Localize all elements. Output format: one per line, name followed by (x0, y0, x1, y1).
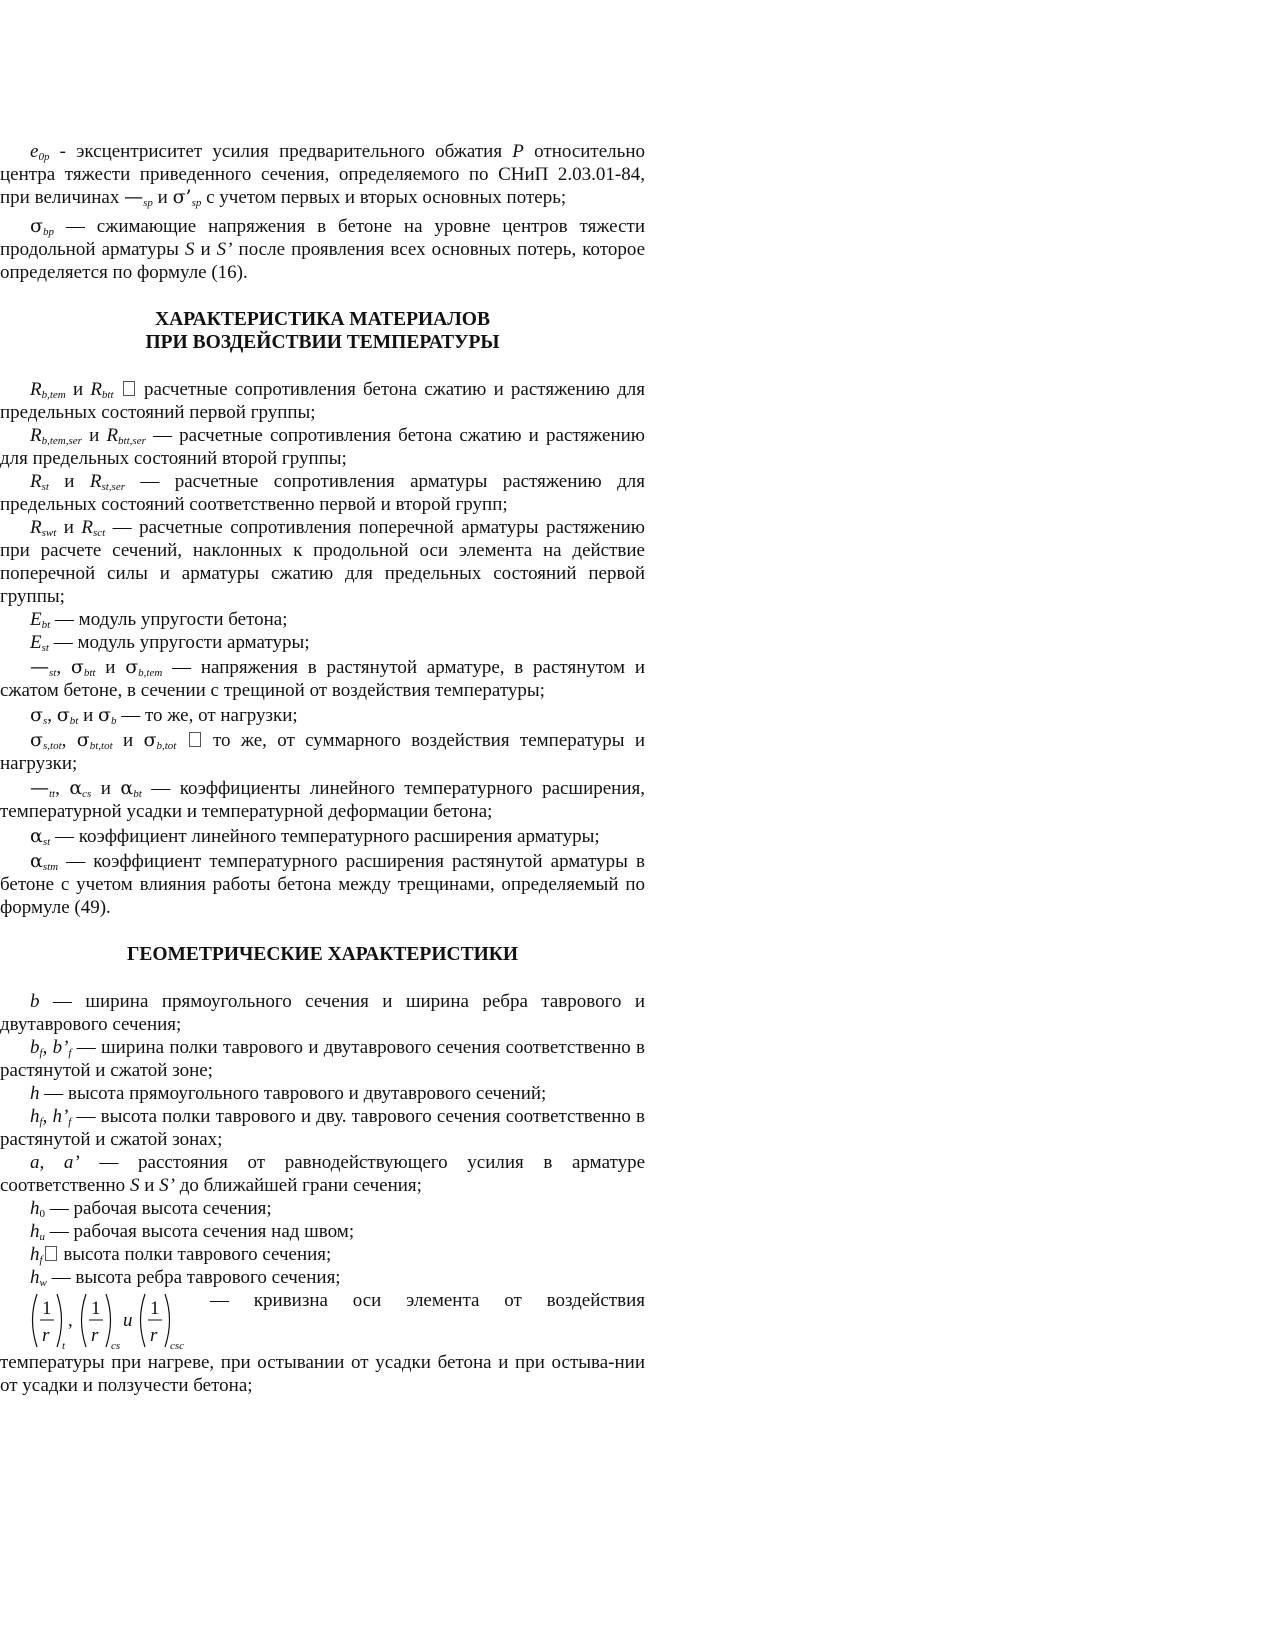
frac3-sub: csc (170, 1340, 185, 1351)
heading-materials: ХАРАКТЕРИСТИКА МАТЕРИАЛОВ ПРИ ВОЗДЕЙСТВИИ ТЕМПЕРАТУРЫ (145, 309, 500, 353)
frac2-den: r (91, 1325, 99, 1346)
curvature-formula (28, 1291, 208, 1351)
def-rbtem: $R_{b,tem}$ и $R_{btt}$ расчетные сопротивления бетона сжатию и растяжению для предельных состояний первой группы; (0, 379, 646, 423)
formula-comma: , (68, 1310, 73, 1331)
def-e0p: $e_{0p}$ - эксцентриситет усилия предварительного обжатия P относительно центра тяжести приведенного сечения, определяемого по СНиП 2.03.01-84, при величинах $—_{sp}$ и $\sigma’_{sp}$ с учетом первых и вторых основных потерь; (0, 141, 645, 209)
heading-geometry: ГЕОМЕТРИЧЕСКИЕ ХАРАКТЕРИСТИКИ (126, 944, 519, 965)
def-ebt: $E_{bt}$ — модуль упругости бетона; (30, 609, 288, 631)
def-bf: $b_f$, $b’_f$ — ширина полки таврового и двутаврового сечения соответственно в растянутой и сжатой зоне; (0, 1037, 646, 1081)
def-a: a, a’ — расстояния от равнодействующего усилия в арматуре соответственно S и S’ до ближайшей грани сечения; (0, 1152, 646, 1196)
def-hf-tee: $h_f$ высота полки таврового сечения; (30, 1244, 332, 1266)
frac3-den: r (150, 1325, 158, 1346)
def-hu: $h_u$ — рабочая высота сечения над швом; (30, 1221, 355, 1243)
def-rst: $R_{st}$ и $R_{st,ser}$ — расчетные сопротивления арматуры растяжению для предельных состояний соответственно первой и второй групп; (0, 471, 645, 515)
document-page (0, 140, 645, 1397)
frac1-num: 1 (42, 1298, 52, 1319)
placeholder-glyph (189, 732, 201, 747)
def-alpha-st: $\alpha_{st}$ — коэффициент линейного температурного расширения арматуры; (30, 825, 600, 848)
def-h0: $h_0$ — рабочая высота сечения; (30, 1198, 272, 1220)
def-rbtemser: $R_{b,tem,ser}$ и $R_{btt,ser}$ — расчетные сопротивления бетона сжатию и растяжению для предельных состояний второй группы; (0, 425, 646, 469)
frac1-sub: t (62, 1340, 66, 1351)
curvature-definition (0, 1289, 645, 1351)
def-sigma-s: $\sigma_s$, $\sigma_{bt}$ и $\sigma_b$ — то же, от нагрузки; (30, 704, 298, 727)
def-sigma-st: $—_{st}$, $\sigma_{btt}$ и $\sigma_{b,tem}$ — напряжения в растянутой арматуре, в растянутом и сжатом бетоне, в сечении с трещиной от воздействия температуры; (0, 656, 646, 701)
def-hf: $h_f$, $h’_f$ — высота полки таврового и дву. таврового сечения соответственно в растянутой и сжатой зонах; (0, 1106, 646, 1150)
def-alpha-stm: $\alpha_{stm}$ — коэффициент температурного расширения растянутой арматуры в бетоне с учетом влияния работы бетона между трещинами, определяемый по формуле (49). (0, 850, 645, 918)
def-hw: $h_w$ — высота ребра таврового сечения; (30, 1267, 341, 1289)
frac1-den: r (42, 1325, 50, 1346)
placeholder-glyph (123, 381, 135, 396)
frac2-sub: cs (111, 1340, 121, 1351)
curvature-text: — кривизна оси элемента от воздействия (210, 1290, 645, 1311)
def-rswt: $R_{swt}$ и $R_{sct}$ — расчетные сопротивления поперечной арматуры растяжению при расчете сечений, наклонных к продольной оси элемента на действие поперечной силы и арматуры сжатию для предельных состояний первой группы; (0, 517, 645, 607)
def-sigma-bp: $\sigma_{bp}$ — сжимающие напряжения в бетоне на уровне центров тяжести продольной арматуры S и S’ после проявления всех основных потерь, которое определяется по формуле (16). (0, 215, 645, 283)
def-sigma-tot: $\sigma_{s,tot}$, $\sigma_{bt,tot}$ и $\sigma_{b,tot}$ то же, от суммарного воздействия температуры и нагрузки; (0, 729, 646, 774)
def-b: b — ширина прямоугольного сечения и ширина ребра таврового и двутаврового сечения; (0, 991, 645, 1035)
formula-and: и (123, 1310, 133, 1331)
def-h: h — высота прямоугольного таврового и двутаврового сечений; (30, 1083, 547, 1104)
curvature-text-cont: температуры при нагреве, при остывании от усадки бетона и при остыва-нии от усадки и ползучести бетона; (0, 1352, 645, 1396)
frac2-num: 1 (91, 1298, 101, 1319)
placeholder-glyph (45, 1246, 57, 1261)
frac3-num: 1 (150, 1298, 160, 1319)
def-est: $E_{st}$ — модуль упругости арматуры; (30, 632, 310, 654)
def-alpha-tt: $—_{tt}$, $\alpha_{cs}$ и $\alpha_{bt}$ — коэффициенты линейного температурного расширения, температурной усадки и температурной деформации бетона; (0, 777, 645, 822)
